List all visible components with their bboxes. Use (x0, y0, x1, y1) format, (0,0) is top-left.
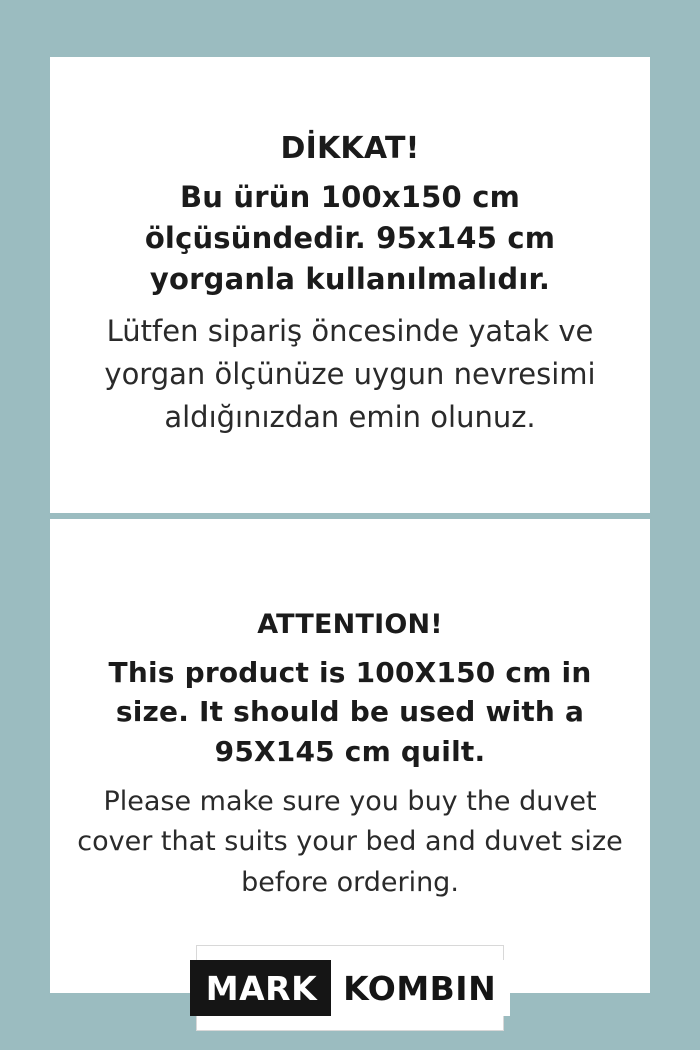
turkish-notice-panel (50, 57, 650, 513)
english-notice-title: ATTENTION! (257, 608, 443, 640)
english-notice-body-text: Please make sure you buy the duvet cover that suits your bed and duvet size before ordering. (77, 785, 623, 898)
brand-logo-inner (190, 960, 510, 1016)
brand-logo-kombin-text: KOMBIN (331, 960, 510, 1016)
brand-logo (196, 945, 504, 1031)
turkish-notice-body-text: Lütfen sipariş öncesinde yatak ve yorgan ölçünüze uygun nevresimi aldığınızdan emin olunuz. (104, 314, 596, 434)
english-notice-bold-text: This product is 100X150 cm in size. It should be used with a 95X145 cm quilt. (108, 655, 592, 769)
brand-logo-mark-text: MARK (190, 960, 331, 1016)
turkish-notice-title: DİKKAT! (280, 131, 420, 167)
english-notice-panel (50, 519, 650, 993)
turkish-notice-bold-text: Bu ürün 100x150 cm ölçüsündedir. 95x145 cm yorganla kullanılmalıdır. (144, 179, 556, 296)
